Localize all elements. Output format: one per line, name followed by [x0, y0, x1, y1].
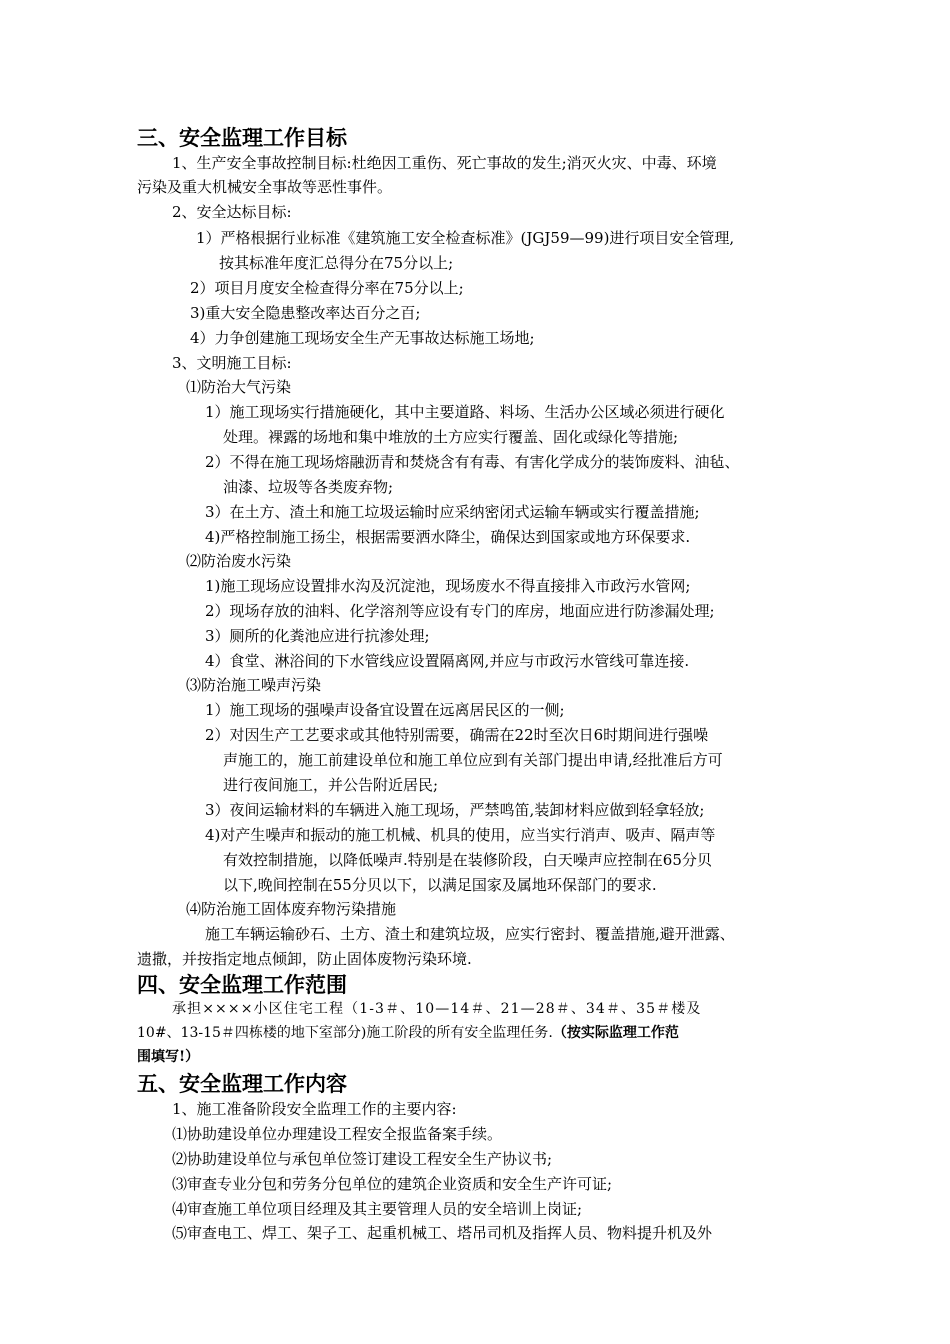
paragraph-line: 1）施工现场的强噪声设备宜设置在远离居民区的一侧;: [205, 701, 565, 719]
paragraph-line: 3）夜间运输材料的车辆进入施工现场，严禁鸣笛,装卸材料应做到轻拿轻放;: [205, 801, 705, 819]
paragraph-line: 4)对产生噪声和振动的施工机械、机具的使用，应当实行消声、吸声、隔声等: [205, 826, 716, 844]
scope-note: （按实际监理工作范: [552, 1025, 679, 1041]
paragraph-line: 4）力争创建施工现场安全生产无事故达标施工场地;: [190, 329, 535, 347]
paragraph-line: 有效控制措施，以降低噪声.特别是在装修阶段，白天噪声应控制在65分贝: [223, 851, 712, 869]
paragraph-line: 4）食堂、淋浴间的下水管线应设置隔离网,并应与市政污水管线可靠连接.: [205, 652, 690, 670]
list-item: ⑶审查专业分包和劳务分包单位的建筑企业资质和安全生产许可证;: [172, 1175, 613, 1193]
paragraph-line: 1）严格根据行业标准《建筑施工安全检查标准》(JGJ59—99)进行项目安全管理,: [196, 229, 735, 247]
scope-note: 围填写!）: [137, 1049, 200, 1065]
section-5-heading: 五、安全监理工作内容: [137, 1072, 347, 1096]
list-item: ⑷审查施工单位项目经理及其主要管理人员的安全培训上岗证;: [172, 1200, 583, 1218]
paragraph-line: 油漆、垃圾等各类废弃物;: [223, 478, 394, 496]
section-4-heading: 四、安全监理工作范围: [137, 973, 347, 997]
paragraph-line: 声施工的，施工前建设单位和施工单位应到有关部门提出申请,经批准后方可: [223, 751, 723, 769]
list-item: ⑵协助建设单位与承包单位签订建设工程安全生产协议书;: [172, 1150, 553, 1168]
paragraph-line: 1）施工现场实行措施硬化，其中主要道路、料场、生活办公区域必须进行硬化: [205, 403, 725, 421]
paragraph-line: 2、安全达标目标:: [172, 203, 292, 221]
section-3-heading: 三、安全监理工作目标: [137, 126, 347, 150]
sub-heading: ⑶防治施工噪声污染: [186, 676, 322, 694]
paragraph-line: 遗撒，并按指定地点倾卸，防止固体废物污染环境.: [137, 950, 472, 968]
paragraph-line: 以下,晚间控制在55分贝以下，以满足国家及属地环保部门的要求.: [223, 876, 657, 894]
paragraph-line: 1、生产安全事故控制目标:杜绝因工重伤、死亡事故的发生;消灭火灾、中毒、环境: [172, 154, 717, 172]
paragraph-line: 3）在土方、渣土和施工垃圾运输时应采纳密闭式运输车辆或实行覆盖措施;: [205, 503, 700, 521]
paragraph-line: 2）对因生产工艺要求或其他特别需要，确需在22时至次日6时期间进行强噪: [205, 726, 709, 744]
paragraph-line: 进行夜间施工，并公告附近居民;: [223, 776, 439, 794]
paragraph-line: [137, 1022, 679, 1044]
paragraph-line: 按其标准年度汇总得分在75分以上;: [219, 254, 454, 272]
paragraph-line: 处理。裸露的场地和集中堆放的土方应实行覆盖、固化或绿化等措施;: [223, 428, 679, 446]
paragraph-line: 承担××××小区住宅工程（1-3＃、10—14＃、21—28＃、34＃、35＃楼及: [172, 1001, 702, 1017]
paragraph-line: 2）项目月度安全检查得分率在75分以上;: [190, 279, 464, 297]
sub-heading: ⑷防治施工固体废弃物污染措施: [186, 900, 397, 918]
list-item: ⑸审查电工、焊工、架子工、起重机械工、塔吊司机及指挥人员、物料提升机及外: [172, 1224, 713, 1242]
scope-text: 10#、13-15＃四栋楼的地下室部分)施工阶段的所有安全监理任务.: [137, 1025, 553, 1041]
list-item: ⑴协助建设单位办理建设工程安全报监备案手续。: [172, 1125, 503, 1143]
sub-heading: ⑵防治废水污染: [186, 552, 292, 570]
paragraph-line: 2）现场存放的油料、化学溶剂等应设有专门的库房，地面应进行防渗漏处理;: [205, 602, 715, 620]
paragraph-line: 施工车辆运输砂石、土方、渣土和建筑垃圾，应实行密封、覆盖措施,避开泄露、: [205, 925, 735, 943]
paragraph-line: 3、文明施工目标:: [172, 354, 292, 372]
paragraph-line: 4)严格控制施工扬尘，根据需要洒水降尘，确保达到国家或地方环保要求.: [205, 528, 691, 546]
paragraph-line: 3）厕所的化粪池应进行抗渗处理;: [205, 627, 430, 645]
paragraph-line: 1、施工准备阶段安全监理工作的主要内容:: [172, 1100, 457, 1118]
sub-heading: ⑴防治大气污染: [186, 378, 292, 396]
paragraph-line: 2）不得在施工现场熔融沥青和焚烧含有有毒、有害化学成分的装饰废料、油毡、: [205, 453, 740, 471]
paragraph-line: 3)重大安全隐患整改率达百分之百;: [190, 304, 421, 322]
paragraph-line: 1)施工现场应设置排水沟及沉淀池，现场废水不得直接排入市政污水管网;: [205, 577, 691, 595]
paragraph-line: 污染及重大机械安全事故等恶性事件。: [137, 178, 393, 196]
